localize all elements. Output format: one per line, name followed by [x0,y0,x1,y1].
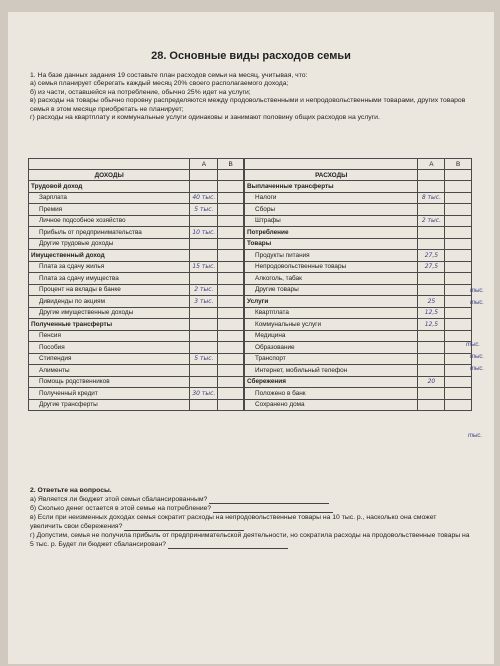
income-row-value-b[interactable] [218,273,244,285]
income-row-label: Плата за сдачу имущества [29,273,190,285]
income-row-value-a[interactable] [190,181,218,193]
income-row [29,342,244,354]
answer-line-a[interactable] [209,497,329,504]
expense-row-value-b[interactable] [445,261,472,273]
expense-row-value-b[interactable] [445,284,472,296]
income-row-value-a[interactable] [190,342,218,354]
margin-note-2: тыс. [470,300,485,306]
expense-row-value-a[interactable]: 8 тыс. [418,192,445,204]
income-row-value-b[interactable] [218,388,244,400]
income-row [29,250,244,262]
question-a: а) Является ли бюджет этой семьи сбалансированным? [30,495,470,504]
expense-row [245,376,472,388]
income-row-value-b[interactable] [218,238,244,250]
margin-note-3: тыс. [466,342,481,348]
income-row-label: Пенсия [29,330,190,342]
expense-row-value-a[interactable]: 12,5 [418,307,445,319]
expense-row-value-a[interactable]: 2 тыс. [418,215,445,227]
expense-row-value-a[interactable] [418,353,445,365]
expense-row-value-a[interactable] [418,365,445,377]
expense-row [245,261,472,273]
expense-row-label: Сборы [245,204,418,216]
income-row-value-b[interactable] [218,192,244,204]
expense-row-value-b[interactable] [445,319,472,331]
expense-row-value-a[interactable]: 27,5 [418,261,445,273]
expense-row [245,319,472,331]
expense-row-label: Продукты питания [245,250,418,262]
expense-row [245,204,472,216]
expense-row-value-b[interactable] [445,250,472,262]
page-title: 28. Основные виды расходов семьи [151,50,351,62]
margin-note-5: тыс. [470,366,485,372]
intro-line-1: 1. На базе данных задания 19 составьте план расходов семьи на месяц, учитывая, что: [30,72,308,79]
income-row-label: Другие трансферты [29,399,190,411]
expense-row-value-b[interactable] [445,273,472,285]
expense-row-label: Товары [245,238,418,250]
expense-row [245,353,472,365]
income-row [29,204,244,216]
income-row [29,365,244,377]
income-row-value-a[interactable] [190,215,218,227]
income-title: ДОХОДЫ [29,170,190,181]
expense-row-label: Сбережения [245,376,418,388]
expense-row-label: Непродовольственные товары [245,261,418,273]
income-row-label: Полученные трансферты [29,319,190,331]
income-row [29,330,244,342]
income-table [28,158,244,411]
income-row-value-b[interactable] [218,330,244,342]
income-row-value-b[interactable] [218,215,244,227]
expense-row-value-b[interactable] [445,215,472,227]
income-row-value-a[interactable] [190,238,218,250]
expense-row-value-a[interactable] [418,273,445,285]
income-row [29,227,244,239]
question-c: в) Если при неизменных доходах семья сократит расходы на непродовольственные товары на 10 тыс. р., насколько она сможет увеличить свои сбережения? [30,514,437,530]
margin-note-1: тыс. [470,288,485,294]
income-col-b: В [218,159,244,170]
income-row-label: Плата за сдачу жилья [29,261,190,273]
income-row-value-b[interactable] [218,250,244,262]
answer-line-c[interactable] [124,524,244,531]
expense-row-value-b[interactable] [445,227,472,239]
income-row-value-b[interactable] [218,296,244,308]
questions-block [30,486,470,549]
expense-row [245,330,472,342]
income-row-value-b[interactable] [218,261,244,273]
expense-row-label: Медицина [245,330,418,342]
income-row [29,181,244,193]
expense-row-value-b[interactable] [445,376,472,388]
expense-row [245,284,472,296]
question-b: б) Сколько денег остается в этой семье на потребление? [30,504,470,513]
income-row-label: Трудовой доход [29,181,190,193]
expense-row-value-b[interactable] [445,388,472,400]
income-row [29,388,244,400]
expense-row [245,365,472,377]
expense-row-label: Штрафы [245,215,418,227]
income-row [29,296,244,308]
expense-row [245,192,472,204]
expense-row-value-a[interactable] [418,399,445,411]
income-row [29,273,244,285]
income-title-row [29,170,244,181]
income-row [29,261,244,273]
income-row [29,215,244,227]
expense-row-value-a[interactable]: 20 [418,376,445,388]
income-row-value-b[interactable] [218,342,244,354]
income-row [29,319,244,331]
worksheet-page [8,12,494,664]
expense-row-label: Потребление [245,227,418,239]
expense-row-value-a[interactable] [418,181,445,193]
expense-row [245,307,472,319]
income-row-value-a[interactable] [190,307,218,319]
expense-row [245,227,472,239]
expense-col-a: А [418,159,445,170]
income-row-label: Другие трудовые доходы [29,238,190,250]
income-row-label: Помощь родственников [29,376,190,388]
income-row-label: Алименты [29,365,190,377]
income-row [29,192,244,204]
income-header-row [29,159,244,170]
income-row [29,353,244,365]
expense-row-value-a[interactable]: 12,5 [418,319,445,331]
income-row-value-a[interactable] [190,399,218,411]
income-row-value-a[interactable]: 5 тыс. [190,353,218,365]
expense-row-label: Коммунальные услуги [245,319,418,331]
expense-row-value-a[interactable] [418,227,445,239]
income-row-value-b[interactable] [218,376,244,388]
income-row-value-a[interactable] [190,319,218,331]
income-row-label: Дивиденды по акциям [29,296,190,308]
expense-header-row [245,159,472,170]
margin-note-6: тыс. [468,433,483,439]
expense-row-label: Другие товары [245,284,418,296]
expense-row-value-b[interactable] [445,238,472,250]
income-row [29,284,244,296]
income-row-label: Личное подсобное хозяйство [29,215,190,227]
expense-row-value-a[interactable] [418,238,445,250]
expense-row [245,238,472,250]
expense-row-label: Образование [245,342,418,354]
expense-table [244,158,472,411]
expense-row-value-b[interactable] [445,192,472,204]
intro-line-5: г) расходы на квартплату и коммунальные услуги одинаковы и занимают половину общих расходов на услуги. [30,114,380,122]
income-row-value-b[interactable] [218,399,244,411]
expense-row-value-a[interactable] [418,284,445,296]
income-row [29,399,244,411]
income-row-value-a[interactable]: 15 тыс. [190,261,218,273]
expense-row-value-b[interactable] [445,365,472,377]
income-row-value-a[interactable]: 40 тыс. [190,192,218,204]
expense-row [245,215,472,227]
income-row-label: Премия [29,204,190,216]
income-row [29,376,244,388]
income-row-value-b[interactable] [218,353,244,365]
expense-row-value-b[interactable] [445,399,472,411]
income-row-value-a[interactable] [190,273,218,285]
income-row-label: Полученный кредит [29,388,190,400]
income-row-value-b[interactable] [218,365,244,377]
expense-row-label: Налоги [245,192,418,204]
expense-row [245,181,472,193]
question-d: г) Допустим, семья не получила прибыль от предпринимательской деятельности, но сократила расходы на продовольственные товары на 5 тыс. р. Будет ли бюджет сбалансирован? [30,532,470,548]
expense-row-value-a[interactable]: 27,5 [418,250,445,262]
expense-row [245,388,472,400]
expense-row-value-a[interactable] [418,330,445,342]
expense-title-row [245,170,472,181]
expense-row [245,399,472,411]
expense-row-value-b[interactable] [445,296,472,308]
income-row-value-b[interactable] [218,204,244,216]
expense-row-value-b[interactable] [445,307,472,319]
income-row [29,307,244,319]
expense-row-value-a[interactable] [418,342,445,354]
expense-row-label: Транспорт [245,353,418,365]
income-row-value-a[interactable] [190,250,218,262]
income-row-value-a[interactable] [190,330,218,342]
income-row-label: Зарплата [29,192,190,204]
income-row-value-b[interactable] [218,307,244,319]
income-col-a: А [190,159,218,170]
income-row-label: Пособия [29,342,190,354]
income-row-value-b[interactable] [218,284,244,296]
income-row-value-a[interactable] [190,365,218,377]
income-row-label: Имущественный доход [29,250,190,262]
task-intro [30,72,470,122]
expense-row [245,296,472,308]
expense-row-value-a[interactable] [418,204,445,216]
expense-col-b: В [445,159,472,170]
expense-row [245,250,472,262]
intro-line-3: б) из части, оставшейся на потребление, обычно 25% идет на услуги; [30,88,251,96]
expense-row-value-b[interactable] [445,353,472,365]
expense-row-label: Положено в банк [245,388,418,400]
expense-row-value-b[interactable] [445,204,472,216]
questions-heading: 2. Ответьте на вопросы. [30,487,112,494]
expense-row [245,342,472,354]
income-row-value-a[interactable]: 10 тыс. [190,227,218,239]
income-row-value-b[interactable] [218,227,244,239]
expense-row-label: Алкоголь, табак [245,273,418,285]
income-row-value-a[interactable]: 2 тыс. [190,284,218,296]
expense-row [245,273,472,285]
answer-line-b[interactable] [213,506,333,513]
expense-row-label: Сохранено дома [245,399,418,411]
expense-row-value-b[interactable] [445,181,472,193]
expense-row-label: Выплаченные трансферты [245,181,418,193]
margin-note-4: тыс. [470,354,485,360]
income-row-label: Другие имущественные доходы [29,307,190,319]
income-row-value-a[interactable] [190,376,218,388]
expense-row-value-a[interactable]: 25 [418,296,445,308]
income-row [29,238,244,250]
income-row-label: Прибыль от предпринимательства [29,227,190,239]
income-row-label: Процент на вклады в банке [29,284,190,296]
expense-row-value-a[interactable] [418,388,445,400]
income-row-value-b[interactable] [218,319,244,331]
intro-line-4: в) расходы на товары обычно поровну распределяются между продовольственными и непродовольственными товарами, других товаров семья в этом месяце приобретать не планирует; [30,97,466,113]
answer-line-d[interactable] [168,542,288,549]
income-row-label: Стипендия [29,353,190,365]
income-row-value-a[interactable]: 3 тыс. [190,296,218,308]
expense-row-value-b[interactable] [445,330,472,342]
expense-row-label: Услуги [245,296,418,308]
income-row-value-b[interactable] [218,181,244,193]
income-row-value-a[interactable]: 5 тыс. [190,204,218,216]
intro-line-2: а) семья планирует сберегать каждый месяц 20% своего располагаемого дохода; [30,80,289,88]
expense-title: РАСХОДЫ [245,170,418,181]
expense-row-label: Интернет, мобильный телефон [245,365,418,377]
expense-row-label: Квартплата [245,307,418,319]
income-row-value-a[interactable]: 30 тыс. [190,388,218,400]
